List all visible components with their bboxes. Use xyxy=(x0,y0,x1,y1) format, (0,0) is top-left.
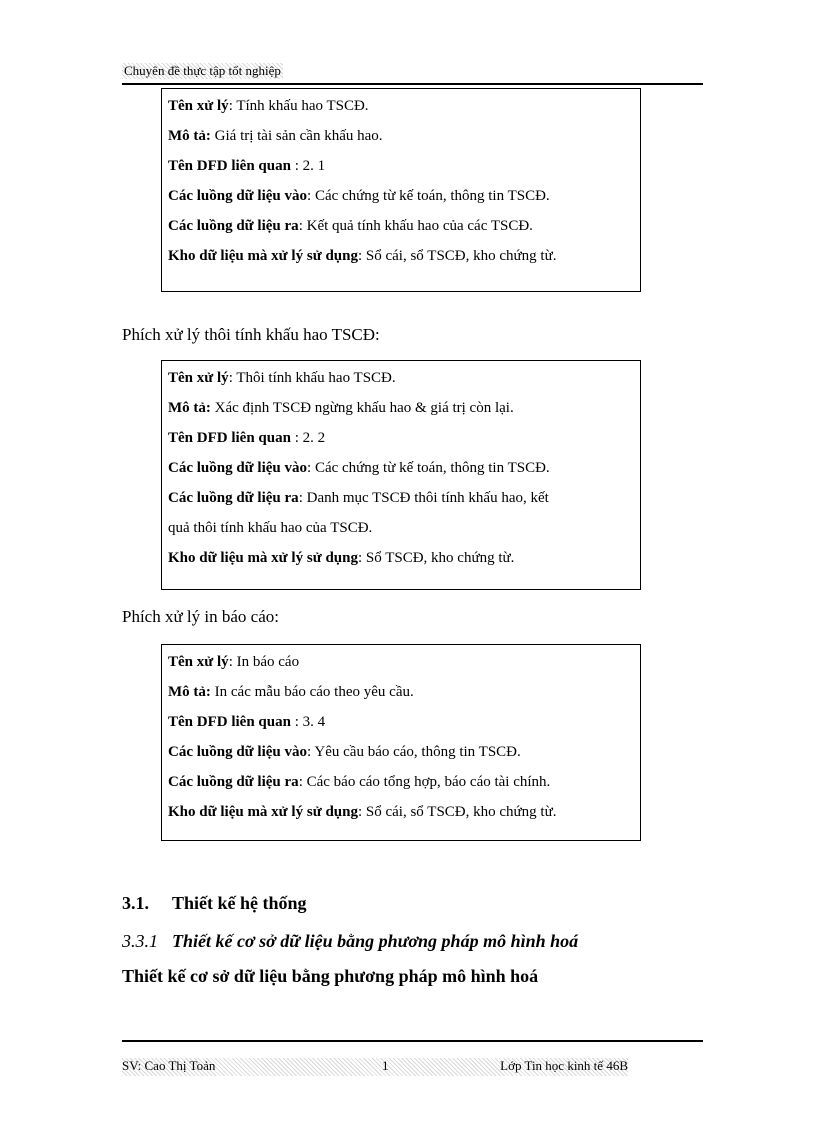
heading-3-1 xyxy=(122,893,307,914)
process-name-row xyxy=(168,363,634,393)
data-store-row xyxy=(168,241,634,271)
description-row xyxy=(168,121,634,151)
dfd-value: : 3. 4 xyxy=(290,714,326,730)
description-value: Giá trị tài sản cần khấu hao. xyxy=(210,128,383,144)
output-flows-row xyxy=(168,483,634,513)
header-rule xyxy=(122,83,703,85)
data-store-value: : Sổ TSCĐ, kho chứng từ. xyxy=(357,550,515,566)
description-row xyxy=(168,677,634,707)
data-store-row xyxy=(168,543,634,573)
output-flows-value: : Danh mục TSCĐ thôi tính khấu hao, kết xyxy=(298,490,549,506)
output-flows-row xyxy=(168,211,634,241)
data-store-row xyxy=(168,797,634,827)
input-flows-row xyxy=(168,453,634,483)
footer-author: SV: Cao Thị Toản xyxy=(122,1058,216,1073)
input-flows-value: : Các chứng từ kế toán, thông tin TSCĐ. xyxy=(307,188,550,204)
header-title: Chuyên đề thực tập tốt nghiệp xyxy=(124,63,281,78)
process-card-stop-depreciation xyxy=(161,360,641,590)
heading-3-1-text: Thiết kế hệ thống xyxy=(172,893,307,913)
description-value: Xác định TSCĐ ngừng khấu hao & giá trị còn lại. xyxy=(210,400,514,416)
output-flows-value: : Kết quả tính khấu hao của các TSCĐ. xyxy=(298,218,533,234)
footer-rule xyxy=(122,1040,703,1042)
description-label: Mô tả: xyxy=(168,400,211,416)
heading-3-1-number: 3.1. xyxy=(122,893,149,913)
process-name-label: Tên xử lý xyxy=(168,370,229,386)
process-name-value: : Thôi tính khấu hao TSCĐ. xyxy=(228,370,396,386)
page-header xyxy=(122,63,703,85)
heading-3-3-1 xyxy=(122,931,578,952)
dfd-label: Tên DFD liên quan xyxy=(168,158,291,174)
process-name-row xyxy=(168,91,634,121)
input-flows-value: : Các chứng từ kế toán, thông tin TSCĐ. xyxy=(307,460,550,476)
process-name-value: : Tính khấu hao TSCĐ. xyxy=(228,98,369,114)
data-store-label: Kho dữ liệu mà xử lý sử dụng xyxy=(168,550,358,566)
data-store-label: Kho dữ liệu mà xử lý sử dụng xyxy=(168,248,358,264)
process-card-depreciation xyxy=(161,88,641,292)
section-title-print-report: Phích xử lý in báo cáo: xyxy=(122,607,279,626)
input-flows-label: Các luồng dữ liệu vào xyxy=(168,188,308,204)
data-store-label: Kho dữ liệu mà xử lý sử dụng xyxy=(168,804,358,820)
process-name-value: : In báo cáo xyxy=(228,654,300,670)
description-label: Mô tả: xyxy=(168,684,211,700)
dfd-value: : 2. 2 xyxy=(290,430,326,446)
heading-3-3-1-text: Thiết kế cơ sở dữ liệu bằng phương pháp mô hình hoá xyxy=(172,931,579,951)
output-flows-label: Các luồng dữ liệu ra xyxy=(168,774,299,790)
process-name-row xyxy=(168,647,634,677)
data-store-value: : Sổ cái, sổ TSCĐ, kho chứng từ. xyxy=(357,248,557,264)
output-flows-label: Các luồng dữ liệu ra xyxy=(168,490,299,506)
output-flows-value: : Các báo cáo tổng hợp, báo cáo tài chính. xyxy=(298,774,551,790)
input-flows-label: Các luồng dữ liệu vào xyxy=(168,460,308,476)
input-flows-row xyxy=(168,737,634,767)
description-label: Mô tả: xyxy=(168,128,211,144)
description-row xyxy=(168,393,634,423)
output-flows-row xyxy=(168,767,634,797)
process-card-print-report xyxy=(161,644,641,841)
input-flows-row xyxy=(168,181,634,211)
output-flows-continued: quả thôi tính khấu hao của TSCĐ. xyxy=(168,520,373,536)
dfd-value: : 2. 1 xyxy=(290,158,326,174)
dfd-row xyxy=(168,707,634,737)
dfd-label: Tên DFD liên quan xyxy=(168,714,291,730)
description-value: In các mẫu báo cáo theo yêu cầu. xyxy=(210,684,414,700)
footer-page-number: 1 xyxy=(382,1058,389,1073)
page-footer xyxy=(122,1058,628,1076)
dfd-row xyxy=(168,151,634,181)
data-store-value: : Sổ cái, sổ TSCĐ, kho chứng từ. xyxy=(357,804,557,820)
input-flows-value: : Yêu cầu báo cáo, thông tin TSCĐ. xyxy=(307,744,521,760)
heading-3-3-1-number: 3.3.1 xyxy=(122,931,158,951)
section-title-stop-depreciation: Phích xử lý thôi tính khấu hao TSCĐ: xyxy=(122,325,380,344)
dfd-row xyxy=(168,423,634,453)
dfd-label: Tên DFD liên quan xyxy=(168,430,291,446)
footer-class: Lớp Tin học kinh tế 46B xyxy=(500,1058,628,1073)
output-flows-label: Các luồng dữ liệu ra xyxy=(168,218,299,234)
input-flows-label: Các luồng dữ liệu vào xyxy=(168,744,308,760)
process-name-label: Tên xử lý xyxy=(168,654,229,670)
subheading-database-design: Thiết kế cơ sở dữ liệu bằng phương pháp mô hình hoá xyxy=(122,966,539,986)
process-name-label: Tên xử lý xyxy=(168,98,229,114)
